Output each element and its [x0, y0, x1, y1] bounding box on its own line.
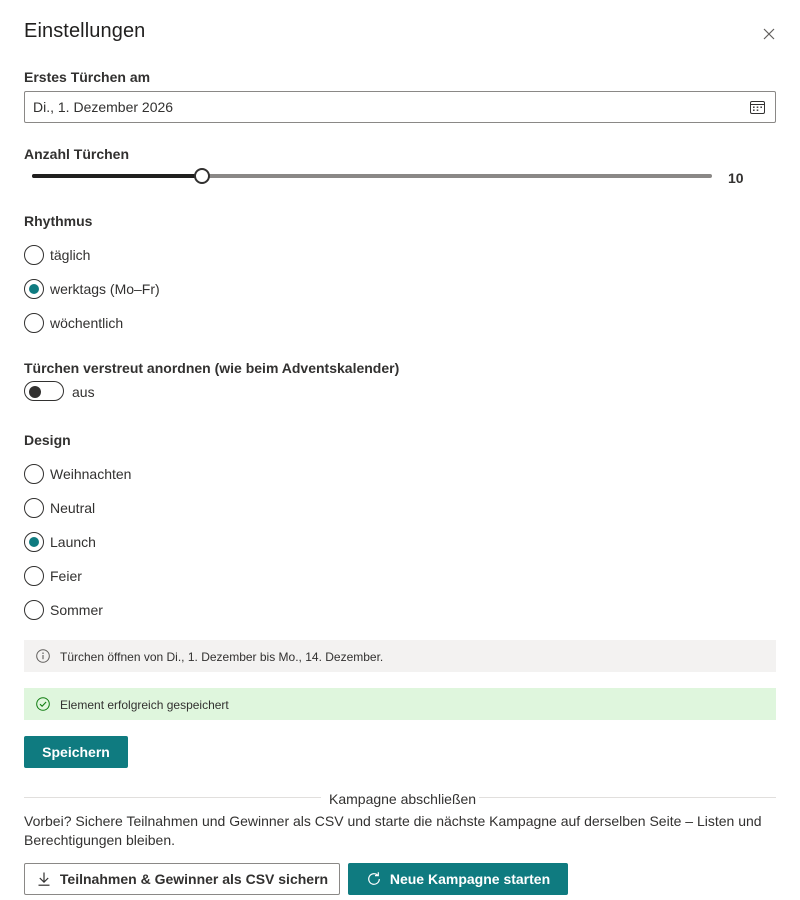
radio-label: Neutral: [50, 500, 96, 516]
check-circle-icon: [36, 697, 50, 711]
radio-label: wöchentlich: [50, 315, 124, 331]
first-door-date-field[interactable]: [24, 91, 776, 123]
new-campaign-button[interactable]: [348, 863, 568, 895]
radio-label: Feier: [50, 568, 82, 584]
save-button[interactable]: Speichern: [24, 736, 128, 768]
download-icon: [36, 871, 52, 887]
radio-button[interactable]: [24, 532, 44, 552]
close-button[interactable]: [758, 23, 780, 45]
design-option-launch[interactable]: [24, 532, 96, 552]
info-icon: [36, 649, 50, 663]
success-message-text: Element erfolgreich gespeichert: [60, 698, 229, 712]
radio-button[interactable]: [24, 279, 44, 299]
slider-thumb[interactable]: [194, 168, 210, 184]
info-message-text: Türchen öffnen von Di., 1. Dezember bis Mo., 14. Dezember.: [60, 650, 384, 664]
slider-track-fill: [32, 174, 202, 178]
new-campaign-label: Neue Kampagne starten: [389, 871, 551, 887]
rhythm-label: Rhythmus: [24, 213, 93, 229]
radio-label: Launch: [50, 534, 96, 550]
design-option-celebration[interactable]: [24, 566, 82, 586]
panel-title: Einstellungen: [24, 20, 146, 42]
export-csv-button[interactable]: [24, 863, 340, 895]
door-count-value: 10: [728, 170, 744, 186]
calendar-icon[interactable]: [750, 100, 765, 114]
radio-label: Sommer: [50, 602, 103, 618]
close-icon: [763, 28, 775, 40]
design-option-summer[interactable]: [24, 600, 103, 620]
refresh-icon: [366, 871, 382, 887]
scatter-toggle[interactable]: [24, 381, 64, 401]
radio-label: täglich: [50, 247, 91, 263]
rhythm-option-daily[interactable]: [24, 245, 90, 265]
door-count-slider[interactable]: [32, 166, 712, 186]
radio-button[interactable]: [24, 600, 44, 620]
radio-label: werktags (Mo–Fr): [50, 281, 160, 297]
design-option-neutral[interactable]: [24, 498, 95, 518]
radio-button[interactable]: [24, 464, 44, 484]
design-option-christmas[interactable]: [24, 464, 131, 484]
radio-button[interactable]: [24, 566, 44, 586]
divider-line-right: [479, 797, 776, 798]
toggle-knob: [29, 386, 41, 398]
scatter-toggle-state: aus: [72, 384, 95, 400]
success-message-bar: [24, 688, 776, 720]
door-count-label: Anzahl Türchen: [24, 146, 130, 162]
first-door-label: Erstes Türchen am: [24, 69, 151, 85]
rhythm-option-weekly[interactable]: [24, 313, 123, 333]
first-door-date-value: Di., 1. Dezember 2026: [33, 99, 174, 115]
finish-campaign-description: Vorbei? Sichere Teilnahmen und Gewinner als CSV und starte die nächste Kampagne auf derselben Seite – Listen und Berechtigungen bleiben.: [24, 813, 762, 848]
rhythm-option-weekdays[interactable]: [24, 279, 160, 299]
info-message-bar: [24, 640, 776, 672]
radio-button[interactable]: [24, 498, 44, 518]
finish-campaign-heading: Kampagne abschließen: [329, 791, 477, 807]
radio-button[interactable]: [24, 313, 44, 333]
design-label: Design: [24, 432, 71, 448]
export-csv-label: Teilnahmen & Gewinner als CSV sichern: [59, 871, 329, 887]
radio-label: Weihnachten: [50, 466, 132, 482]
divider-line-left: [24, 797, 321, 798]
radio-button[interactable]: [24, 245, 44, 265]
scatter-toggle-label: Türchen verstreut anordnen (wie beim Adventskalender): [24, 360, 400, 376]
